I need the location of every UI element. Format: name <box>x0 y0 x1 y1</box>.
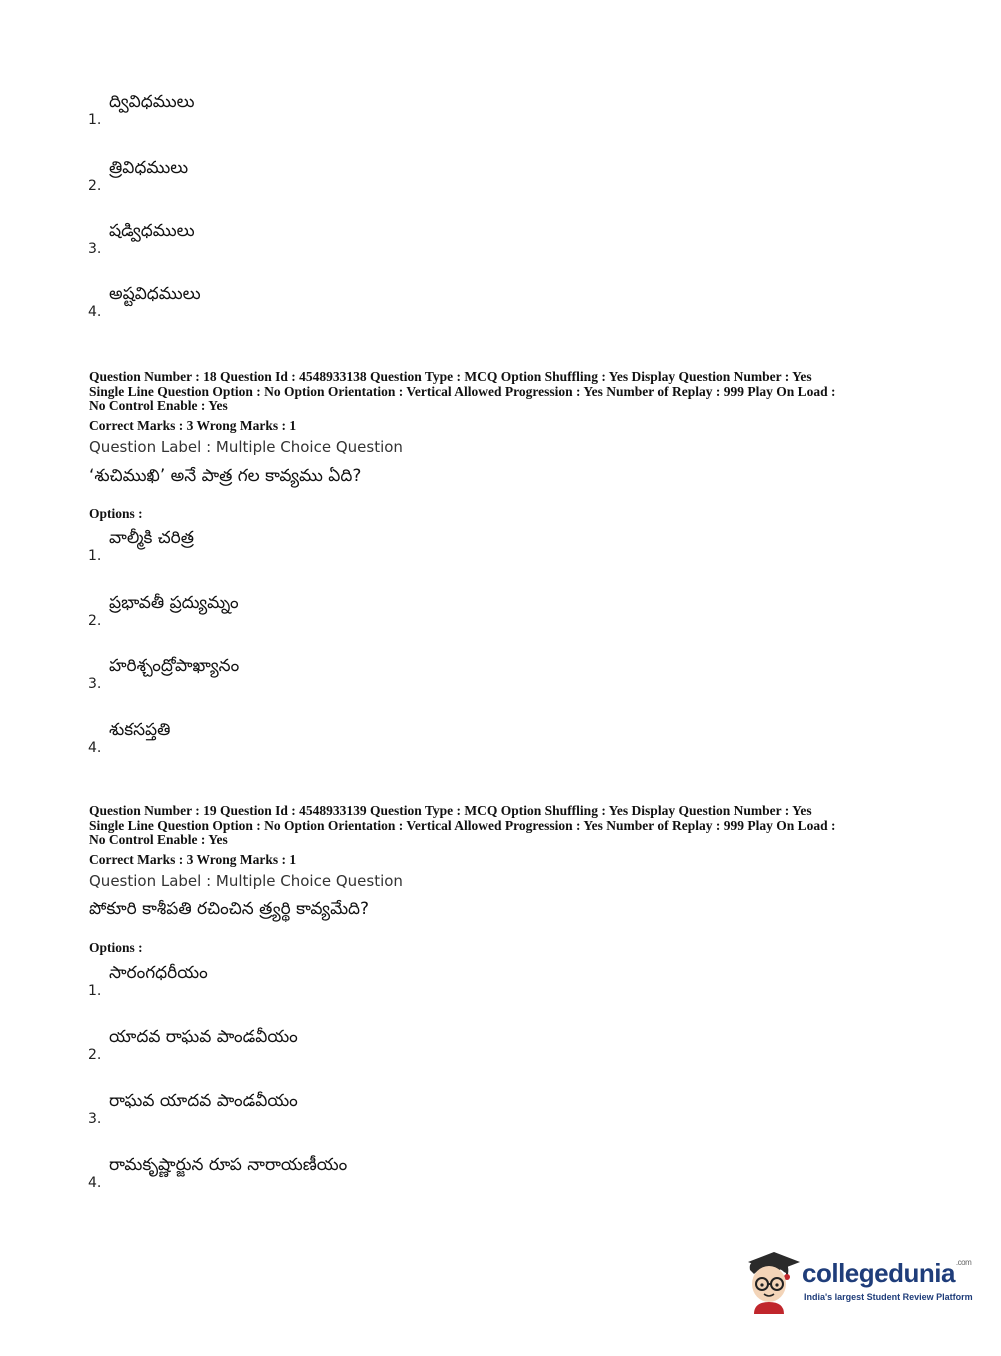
q19-meta-line-2: Single Line Question Option : No Option Orientation : Vertical Allowed Progression : Yes Number of Replay : 999 Play On Load : <box>89 817 836 833</box>
q18-question-text: ‘శుచిముఖి’ అనే పాత్ర గల కావ్యము ఏది? <box>89 466 362 486</box>
q19-option-1[interactable] <box>88 963 508 1003</box>
option-text: ప్రభావతీ ప్రద్యుమ్నం <box>109 593 239 613</box>
q19-meta-line-1: Question Number : 19 Question Id : 4548933139 Question Type : MCQ Option Shuffling : Yes Display Question Number : Yes <box>89 803 812 818</box>
q19-marks: Correct Marks : 3 Wrong Marks : 1 <box>89 852 297 867</box>
option-text: రాఘవ యాదవ పాండవీయం <box>109 1091 298 1111</box>
mascot-icon <box>740 1248 802 1314</box>
option-text: త్రివిధములు <box>109 158 189 178</box>
q18-question-label: Question Label : Multiple Choice Question <box>89 438 403 456</box>
option-text: శుకసప్తతి <box>109 720 171 740</box>
option-number: 2. <box>88 1047 102 1063</box>
option-number: 4. <box>88 1175 102 1191</box>
option-text: షడ్విధములు <box>109 221 195 241</box>
brand-name <box>802 1258 971 1289</box>
option-text: హరిశ్చంద్రోపాఖ్యానం <box>109 656 240 676</box>
prev-option-3 <box>88 221 508 261</box>
option-number: 3. <box>88 1111 102 1127</box>
option-number: 1. <box>88 112 102 128</box>
q18-option-1[interactable] <box>88 528 508 568</box>
q19-question-text: పోకూరి కాశీపతి రచించిన త్ర్యర్థి కావ్యమేది? <box>89 899 370 919</box>
option-text: అష్టవిధములు <box>109 284 201 304</box>
q18-meta-line-3: No Control Enable : Yes <box>89 398 228 414</box>
option-text: వాల్మీకి చరిత్ర <box>109 528 194 548</box>
q18-meta-line-2: Single Line Question Option : No Option Orientation : Vertical Allowed Progression : Yes Number of Replay : 999 Play On Load : <box>89 383 836 399</box>
q19-option-3[interactable] <box>88 1091 508 1131</box>
prev-option-2 <box>88 158 508 198</box>
option-number: 2. <box>88 178 102 194</box>
option-number: 4. <box>88 740 102 756</box>
q18-options-label: Options : <box>89 506 143 521</box>
option-number: 2. <box>88 613 102 629</box>
option-number: 1. <box>88 548 102 564</box>
option-text: ద్వివిధములు <box>109 92 195 112</box>
option-text: సారంగధరీయం <box>109 963 208 983</box>
q18-meta <box>89 370 919 414</box>
prev-option-1 <box>88 92 508 132</box>
q18-option-3[interactable] <box>88 656 508 696</box>
q19-options-label: Options : <box>89 940 143 955</box>
brand-dotcom: .com <box>955 1258 972 1267</box>
prev-option-4 <box>88 284 508 324</box>
q18-option-4[interactable] <box>88 720 508 760</box>
q19-meta <box>89 804 919 848</box>
q19-question-label: Question Label : Multiple Choice Question <box>89 872 403 890</box>
brand-tagline: India's largest Student Review Platform <box>804 1292 973 1302</box>
option-number: 3. <box>88 241 102 257</box>
option-number: 3. <box>88 676 102 692</box>
q19-option-2[interactable] <box>88 1027 508 1067</box>
q19-meta-line-3: No Control Enable : Yes <box>89 832 228 848</box>
q19-option-4[interactable] <box>88 1155 508 1195</box>
option-text: రామకృష్ణార్జున రూప నారాయణీయం <box>109 1155 348 1175</box>
q18-meta-line-1: Question Number : 18 Question Id : 4548933138 Question Type : MCQ Option Shuffling : Yes Display Question Number : Yes <box>89 369 812 384</box>
option-number: 1. <box>88 983 102 999</box>
option-text: యాదవ రాఘవ పాండవీయం <box>109 1027 298 1047</box>
collegedunia-logo[interactable] <box>740 1248 972 1314</box>
q18-marks: Correct Marks : 3 Wrong Marks : 1 <box>89 418 297 433</box>
option-number: 4. <box>88 304 102 320</box>
brand-text: collegedunia <box>802 1258 955 1288</box>
q18-option-2[interactable] <box>88 593 508 633</box>
